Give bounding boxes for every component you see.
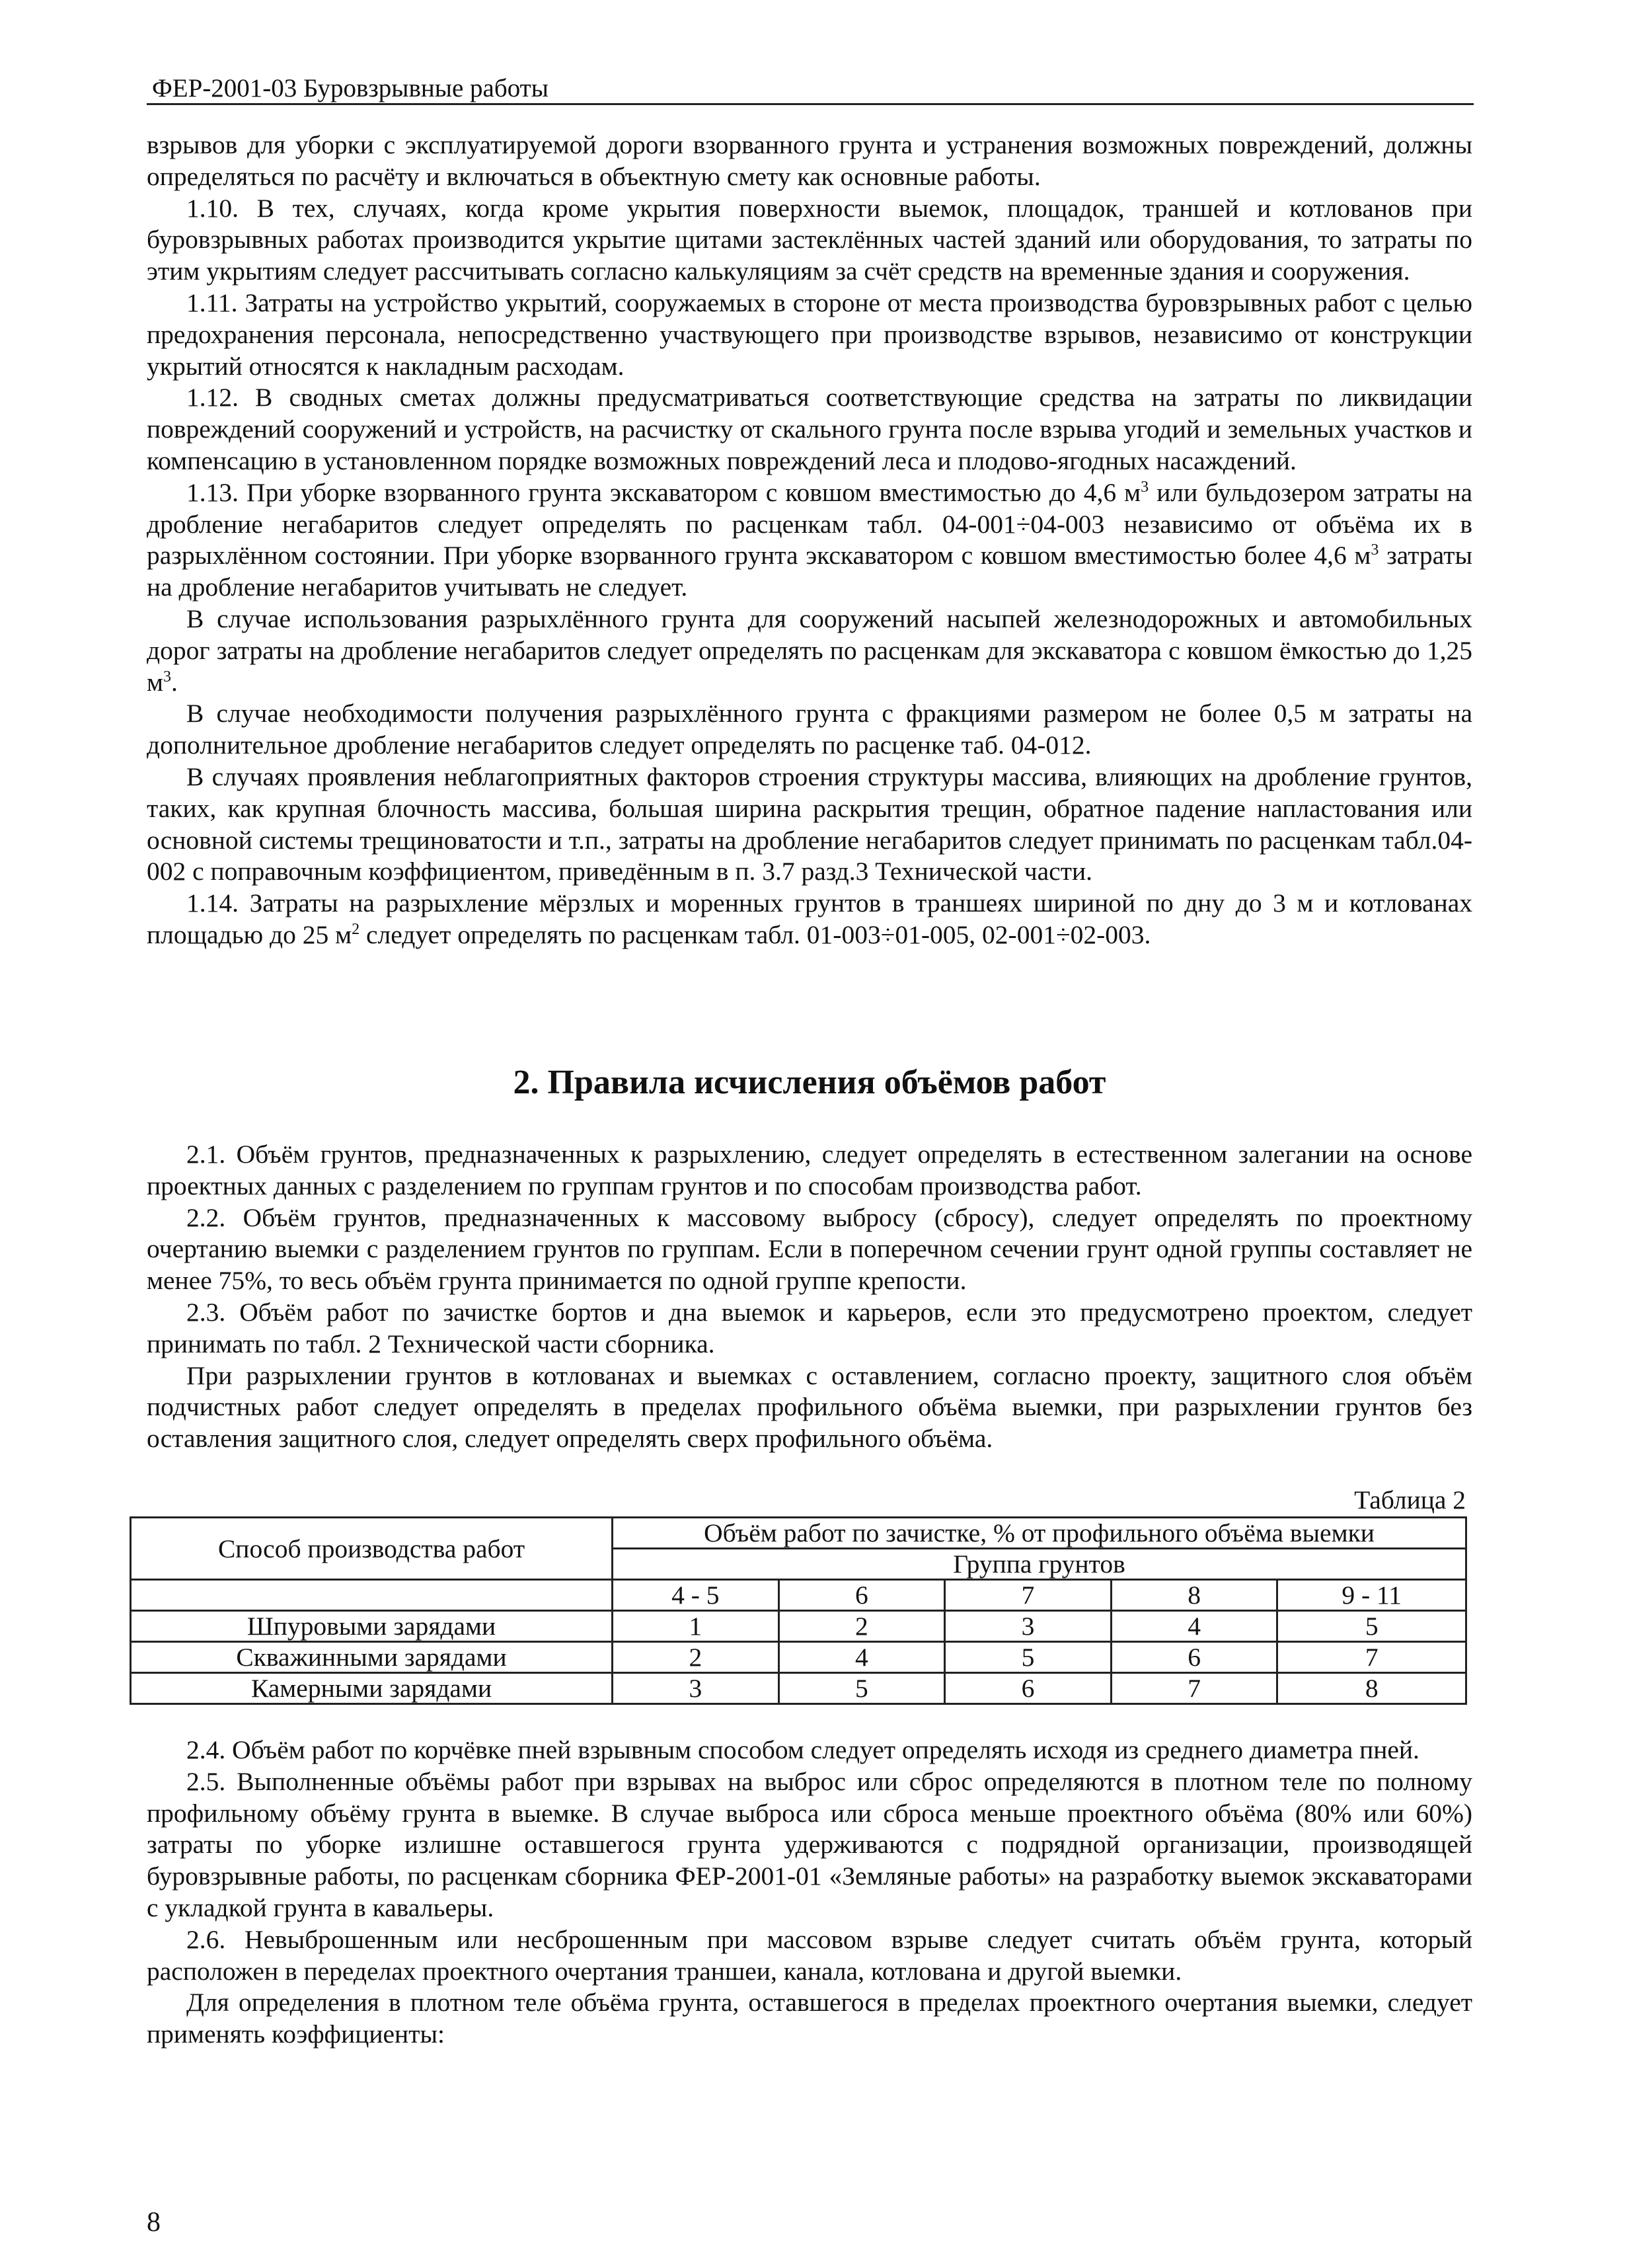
- table-cell: 1: [613, 1611, 779, 1642]
- table-cell: 7: [1111, 1673, 1277, 1704]
- group-header: 9 - 11: [1277, 1580, 1466, 1611]
- table-cell: 8: [1277, 1673, 1466, 1704]
- table-cell: 2: [613, 1642, 779, 1673]
- p114-part2: следует определять по расценкам табл. 01-003÷01-005, 02-001÷02-003.: [359, 919, 1151, 949]
- header-volume: Объём работ по зачистке, % от профильного объёма выемки: [613, 1518, 1466, 1549]
- table-cell: 2: [778, 1611, 945, 1642]
- table-row: [131, 1642, 1466, 1673]
- p113-part2: или бульдозером затраты на дробление негабаритов следует определять по расценкам табл. 04-001÷04-003 независимо от объёма их в разрыхлённом состоянии. При уборке взорванного грунта экскаватором с ковшом вместимостью более 4,6 м: [147, 477, 1472, 570]
- p114-part1: 1.14. Затраты на разрыхление мёрзлых и моренных грунтов в траншеях шириной по дну до 3 м и котлованах площадью до 25 м: [147, 888, 1472, 949]
- paragraph-1-12: 1.12. В сводных сметах должны предусматриваться соответствующие средства на затраты по ликвидации повреждений сооружений и устройств, на расчистку от скального грунта после взрыва угодий и земельных участков и компенсацию в установленном порядке возможных повреждений леса и плодово-ягодных насаждений.: [147, 383, 1472, 475]
- paragraph-2-2: 2.2. Объём грунтов, предназначенных к массовому выбросу (сбросу), следует определять по проектному очертанию выемки с разделением грунтов по группам. Если в поперечном сечении грунт одной группы составляет не менее 75%, то весь объём грунта принимается по одной группе крепости.: [147, 1202, 1472, 1296]
- row-method: Шпуровыми зарядами: [131, 1611, 613, 1642]
- paragraph-2-1: 2.1. Объём грунтов, предназначенных к разрыхлению, следует определять в естественном залегании на основе проектных данных с разделением по группам грунтов и по способам производства работ.: [147, 1140, 1472, 1200]
- paragraph-2-4: 2.4. Объём работ по корчёвке пней взрывным способом следует определять исходя из среднего диаметра пней.: [186, 1735, 1419, 1764]
- table-row: [131, 1673, 1466, 1704]
- paragraph-2-6: 2.6. Невыброшенным или несброшенным при массовом взрыве следует считать объём грунта, который расположен в переделах проектного очертания траншеи, канала, котлована и другой выемки.: [147, 1924, 1472, 1986]
- table-cell: 5: [778, 1673, 945, 1704]
- paragraph-1-14: [147, 888, 1472, 951]
- table-cell: 4: [1111, 1611, 1277, 1642]
- group-header: 4 - 5: [613, 1580, 779, 1611]
- table-2: [130, 1516, 1467, 1705]
- paragraph-continuation: взрывов для уборки с эксплуатируемой дороги взорванного грунта и устранения возможных повреждений, должны определяться по расчёту и включаться в объектную смету как основные работы.: [147, 130, 1472, 191]
- p-rail-part1: В случае использования разрыхлённого грунта для сооружений насыпей железнодорожных и автомобильных дорог затраты на дробление негабаритов следует определять по расценкам для экскаватора с ковшом ёмкостью до 1,25 м: [147, 604, 1472, 697]
- paragraph-unfavourable-factors: В случаях проявления неблагоприятных факторов строения структуры массива, влияющих на дробление грунтов, таких, как крупная блочность массива, большая ширина раскрытия трещин, обратное падение напластования или основной системы трещиноватости и т.п., затраты на дробление негабаритов следует принимать по расценкам табл.04-002 с поправочным коэффициентом, приведённым в п. 3.7 разд.3 Технической части.: [147, 762, 1472, 886]
- page-number: 8: [147, 2207, 161, 2238]
- row-method: Скважинными зарядами: [131, 1642, 613, 1673]
- paragraph-1-13: [147, 477, 1472, 604]
- paragraph-protective-layer: При разрыхлении грунтов в котлованах и выемках с оставлением, согласно проекту, защитного слоя объём подчистных работ следует определять в пределах профильного объёма выемки, при разрыхлении грунтов без оставления защитного слоя, следует определять сверх профильного объёма.: [147, 1360, 1472, 1454]
- running-header: [147, 69, 1474, 105]
- table-2-caption: Таблица 2: [1354, 1485, 1466, 1514]
- table-cell: 5: [945, 1642, 1112, 1673]
- p113-superscript-2: 3: [1371, 541, 1379, 559]
- paragraph-2-5: 2.5. Выполненные объёмы работ при взрывах на выброс или сброс определяются в плотном теле по полному профильному объёму грунта в выемке. В случае выброса или сброса меньше проектного объёма (80% или 60%) затраты по уборке излишне оставшегося грунта удерживаются с подрядной организации, производящей буровзрывные работы, по расценкам сборника ФЕР-2001-01 «Земляные работы» на разработку выемок экскаваторами с укладкой грунта в кавальеры.: [147, 1766, 1472, 1922]
- table-row: [131, 1611, 1466, 1642]
- table-cell: 4: [778, 1642, 945, 1673]
- table-cell: 5: [1277, 1611, 1466, 1642]
- paragraph-1-10: 1.10. В тех, случаях, когда кроме укрытия поверхности выемок, площадок, траншей и котлованов при буровзрывных работах производится укрытие щитами застеклённых частей зданий или оборудования, то затраты по этим укрытиям следует рассчитывать согласно калькуляциям за счёт средств на временные здания и сооружения.: [147, 193, 1472, 286]
- paragraph-1-11: 1.11. Затраты на устройство укрытий, сооружаемых в стороне от места производства буровзрывных работ с целью предохранения персонала, непосредственно участвующего при производстве взрывов, независимо от конструкции укрытий относятся к накладным расходам.: [147, 288, 1472, 381]
- group-header: 6: [778, 1580, 945, 1611]
- header-method: Способ производства работ: [131, 1518, 613, 1580]
- paragraph-coefficients: Для определения в плотном теле объёма грунта, оставшегося в пределах проектного очертания выемки, следует применять коэффициенты:: [147, 1988, 1472, 2049]
- paragraph-2-3: 2.3. Объём работ по зачистке бортов и дна выемок и карьеров, если это предусмотрено проектом, следует принимать по табл. 2 Технической части сборника.: [147, 1297, 1472, 1358]
- header-title: ФЕР-2001-03 Буровзрывные работы: [152, 74, 549, 102]
- section1-continuation: [147, 130, 1472, 951]
- p114-superscript: 2: [352, 920, 360, 938]
- table-cell: 3: [613, 1673, 779, 1704]
- section-2-continued: [147, 1735, 1472, 2051]
- table-header-row-1: [131, 1518, 1466, 1549]
- table-header-row-3: [131, 1580, 1466, 1611]
- section-2-body: [147, 1139, 1472, 1455]
- paragraph-railway-embankment: [147, 604, 1472, 698]
- table-cell: 7: [1277, 1642, 1466, 1673]
- row-method: Камерными зарядами: [131, 1673, 613, 1704]
- p113-part1: 1.13. При уборке взорванного грунта экскаватором с ковшом вместимостью до 4,6 м: [186, 477, 1141, 507]
- group-header: 8: [1111, 1580, 1277, 1611]
- section-2-title: 2. Правила исчисления объёмов работ: [513, 1064, 1106, 1101]
- group-header: 7: [945, 1580, 1112, 1611]
- header-empty-cell: [131, 1580, 613, 1611]
- table-cell: 3: [945, 1611, 1112, 1642]
- paragraph-fraction-size: В случае необходимости получения разрыхлённого грунта с фракциями размером не более 0,5 м затраты на дополнительное дробление негабаритов следует определять по расценке таб. 04-012.: [147, 699, 1472, 760]
- header-soil-group: Группа грунтов: [613, 1549, 1466, 1580]
- p-rail-part2: .: [171, 667, 178, 697]
- table-cell: 6: [945, 1673, 1112, 1704]
- table-cell: 6: [1111, 1642, 1277, 1673]
- p113-part3: затраты на дробление негабаритов учитывать не следует.: [147, 541, 1472, 602]
- p113-superscript-1: 3: [1141, 478, 1149, 496]
- p-rail-superscript: 3: [163, 668, 171, 685]
